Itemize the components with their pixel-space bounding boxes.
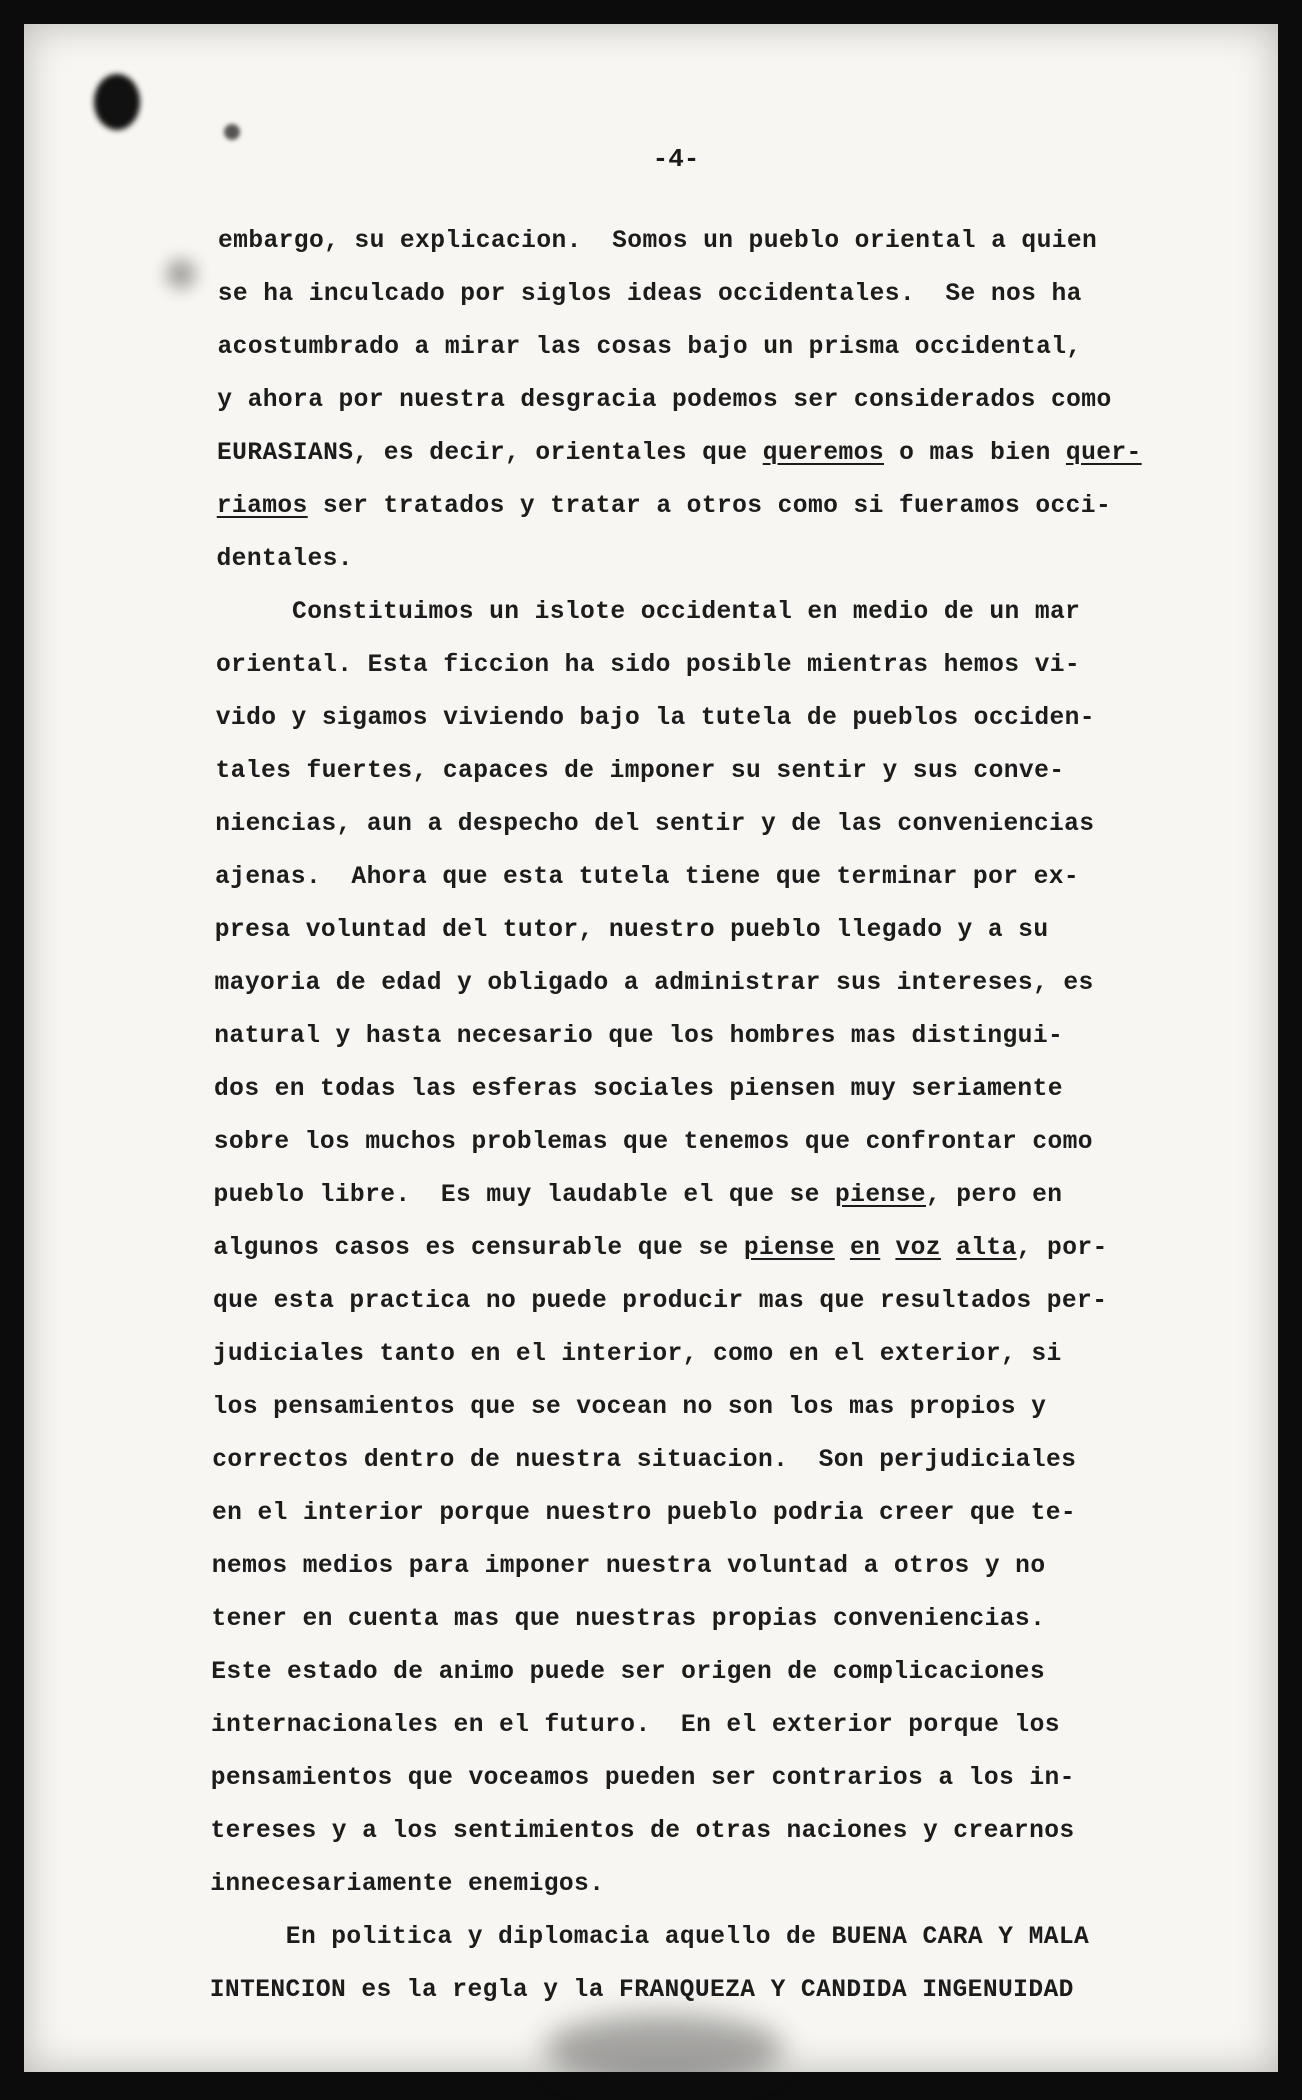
underlined-text: en [849, 1235, 881, 1262]
text-segment: INTENCION es la regla y la FRANQUEZA Y CANDIDA INGENUIDAD [209, 1977, 1074, 2004]
text-line [216, 651, 1080, 681]
text-line [210, 1976, 1074, 2006]
text-segment: ajenas. Ahora que esta tutela tiene que terminar por ex- [215, 864, 1080, 891]
text-segment [880, 1235, 895, 1262]
text-line [212, 1552, 1046, 1582]
text-line [213, 1340, 1062, 1370]
underlined-text: quer- [1065, 440, 1142, 467]
underlined-text: voz [895, 1235, 941, 1262]
text-line [215, 916, 1049, 946]
text-line [210, 1923, 1089, 1953]
text-segment: tereses y a los sentimientos de otras naciones y crearnos [210, 1818, 1075, 1845]
text-line [211, 1817, 1075, 1847]
text-line [212, 1499, 1076, 1529]
text-line [211, 1764, 1075, 1794]
text-segment: pueblo libre. Es muy laudable el que se [213, 1182, 836, 1209]
text-segment: o mas bien [884, 440, 1066, 467]
text-line [216, 757, 1065, 787]
text-line [217, 545, 353, 575]
page-number: -4- [652, 144, 700, 174]
text-segment: embargo, su explicacion. Somos un pueblo oriental a quien [218, 228, 1098, 255]
text-line [218, 333, 1082, 363]
text-line [217, 492, 1111, 522]
text-segment: los pensamientos que se vocean no son los mas propios y [212, 1394, 1047, 1421]
ink-blot [224, 124, 240, 140]
text-segment: ser tratados y tratar a otros como si fueramos occi- [307, 493, 1112, 520]
text-line [215, 969, 1094, 999]
text-line [213, 1287, 1107, 1317]
text-segment [941, 1235, 956, 1262]
text-segment: y ahora por nuestra desgracia podemos ser considerados como [217, 387, 1112, 414]
text-segment: Constituimos un islote occidental en medio de un mar [216, 599, 1081, 626]
ink-blot [94, 74, 140, 130]
text-segment: , por- [1016, 1235, 1108, 1262]
text-segment: tales fuertes, capaces de imponer su sentir y sus conve- [215, 758, 1065, 785]
text-segment: en el interior porque nuestro pueblo podria creer que te- [212, 1500, 1077, 1527]
text-segment: mayoria de edad y obligado a administrar sus intereses, es [214, 970, 1094, 997]
text-segment: oriental. Esta ficcion ha sido posible mientras hemos vi- [216, 652, 1081, 679]
text-segment: nemos medios para imponer nuestra voluntad a otros y no [211, 1553, 1046, 1580]
text-line [216, 704, 1095, 734]
text-segment: natural y hasta necesario que los hombres mas distingui- [214, 1023, 1064, 1050]
text-line [215, 810, 1094, 840]
text-segment: acostumbrado a mirar las cosas bajo un prisma occidental, [217, 334, 1082, 361]
text-segment: , pero en [925, 1182, 1063, 1209]
text-line [216, 598, 1080, 628]
underlined-text: queremos [762, 440, 884, 467]
text-line [212, 1605, 1046, 1635]
text-segment: dentales. [216, 546, 353, 573]
text-segment: judiciales tanto en el interior, como en el exterior, si [212, 1341, 1062, 1368]
underlined-text: alta [956, 1235, 1017, 1262]
text-segment: presa voluntad del tutor, nuestro pueblo llegado y a su [214, 917, 1049, 944]
typewritten-page [24, 24, 1278, 2072]
text-segment: innecesariamente enemigos. [210, 1871, 605, 1898]
text-segment: se ha inculcado por siglos ideas occidentales. Se nos ha [217, 281, 1082, 308]
text-segment: niencias, aun a despecho del sentir y de las conveniencias [215, 811, 1095, 838]
text-segment: Este estado de animo puede ser origen de complicaciones [211, 1659, 1045, 1686]
text-line [213, 1393, 1047, 1423]
text-line [217, 386, 1111, 416]
text-segment [835, 1235, 850, 1262]
text-line [215, 863, 1079, 893]
text-segment: dos en todas las esferas sociales piensen muy seriamente [214, 1076, 1063, 1103]
text-segment: internacionales en el futuro. En el exterior porque los [211, 1712, 1060, 1739]
text-line [214, 1128, 1093, 1158]
text-line [218, 227, 1097, 257]
text-segment: pensamientos que voceamos pueden ser contrarios a los in- [210, 1765, 1075, 1792]
text-line [211, 1658, 1045, 1688]
text-segment: sobre los muchos problemas que tenemos que confrontar como [213, 1129, 1093, 1156]
underlined-text: piense [835, 1182, 926, 1209]
text-line [214, 1181, 1063, 1211]
underlined-text: riamos [216, 493, 308, 520]
text-line [210, 1870, 604, 1900]
ink-smudge [166, 259, 196, 289]
text-line [213, 1234, 1107, 1264]
text-line [214, 1075, 1063, 1105]
text-segment: que esta practica no puede producir mas que resultados per- [213, 1288, 1108, 1315]
text-segment: vido y sigamos viviendo bajo la tutela de pueblos occiden- [215, 705, 1095, 732]
text-segment: tener en cuenta mas que nuestras propias conveniencias. [211, 1606, 1046, 1633]
text-segment: EURASIANS, es decir, orientales que [217, 440, 763, 467]
text-line [218, 280, 1082, 310]
text-line [212, 1446, 1076, 1476]
text-segment: En politica y diplomacia aquello de BUENA CARA Y MALA [210, 1924, 1090, 1951]
text-segment: correctos dentro de nuestra situacion. Son perjudiciales [212, 1447, 1077, 1474]
text-line [214, 1022, 1063, 1052]
ink-smudge [544, 2014, 784, 2084]
text-line [217, 439, 1142, 469]
text-line [211, 1711, 1060, 1741]
underlined-text: piense [743, 1235, 835, 1262]
text-segment: algunos casos es censurable que se [213, 1235, 744, 1262]
